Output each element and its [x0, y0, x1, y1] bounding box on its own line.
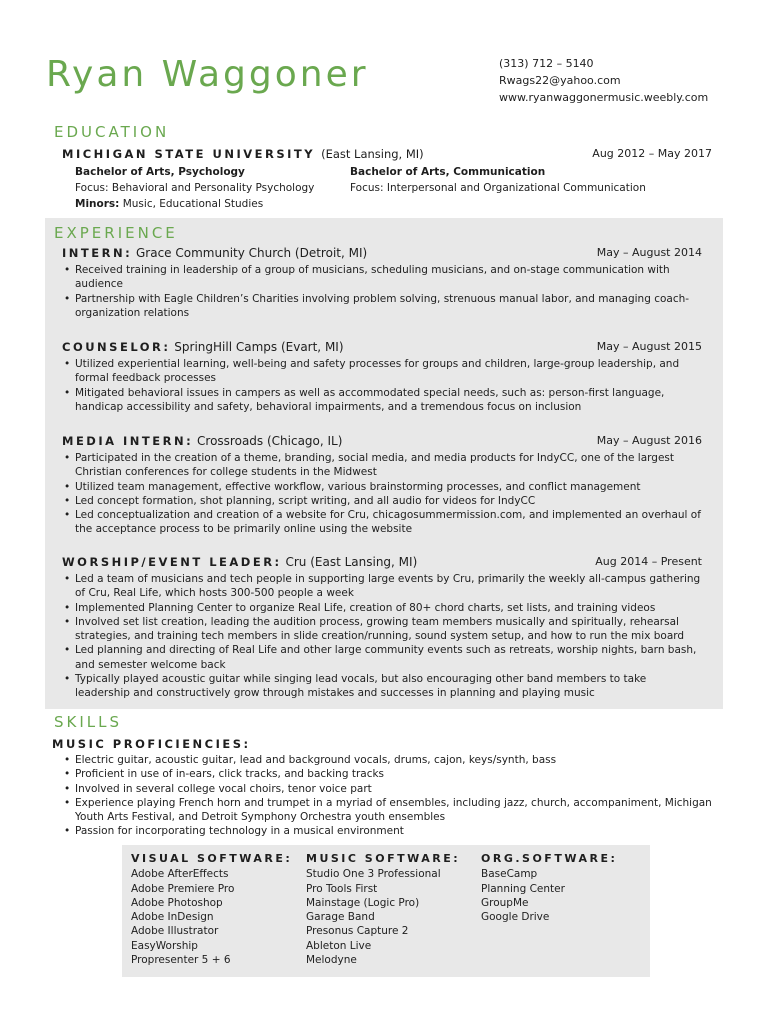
- software-item: BaseCamp: [481, 868, 538, 881]
- bullet-item: • Led concept formation, shot planning, script writing, and all audio for videos for IndyCC: [75, 494, 702, 508]
- skill-item: • Proficient in use of in-ears, click tracks, and backing tracks: [75, 767, 712, 781]
- bullet-item: • Typically played acoustic guitar while singing lead vocals, but also encouraging other band members to take leadership and constructively grow through mistakes and successes in planning and playing music: [75, 672, 702, 701]
- bullet-item: • Implemented Planning Center to organize Real Life, creation of 80+ chord charts, set lists, and training videos: [75, 601, 702, 615]
- software-item: Adobe AfterEffects: [131, 868, 229, 881]
- degree-psychology: [75, 164, 314, 212]
- job-organization: Crossroads (Chicago, IL): [193, 434, 343, 448]
- job-header: [62, 340, 702, 357]
- job-header: [62, 246, 702, 263]
- software-item: Adobe Illustrator: [131, 925, 219, 938]
- visual-software-column: [131, 852, 292, 967]
- job-dates: May – August 2015: [596, 340, 702, 353]
- skill-item: • Experience playing French horn and trumpet in a myriad of ensembles, including jazz, church, accompaniment, Michigan Youth Arts Festival, and Detroit Symphony Orchestra youth ensembles: [75, 796, 712, 825]
- software-item: Adobe Premiere Pro: [131, 882, 235, 895]
- school-location: (East Lansing, MI): [321, 147, 424, 161]
- phone-number: (313) 712 – 5140: [499, 57, 594, 70]
- music-software-column: [306, 852, 460, 967]
- music-proficiencies: [62, 753, 712, 839]
- job-bullets: [62, 572, 702, 701]
- skill-item: • Involved in several college vocal choirs, tenor voice part: [75, 782, 712, 796]
- job-dates: May – August 2016: [596, 434, 702, 447]
- job-bullets: [62, 357, 702, 414]
- contact-block: [499, 55, 708, 106]
- education-dates: Aug 2012 – May 2017: [592, 147, 712, 160]
- job-entry: [62, 434, 702, 537]
- job-dates: Aug 2014 – Present: [595, 555, 702, 568]
- job-organization: Grace Community Church (Detroit, MI): [132, 246, 368, 260]
- bullet-item: • Led conceptualization and creation of a website for Cru, chicagosummermission.com, and implemented an overhaul of the acceptance process to be primarily online using the website: [75, 508, 702, 537]
- website-url: www.ryanwaggonermusic.weebly.com: [499, 91, 709, 104]
- software-item: Google Drive: [481, 911, 550, 924]
- email-address: Rwags22@yahoo.com: [499, 74, 621, 87]
- job-title: MEDIA INTERN:: [62, 434, 194, 448]
- degree-focus: Focus: Interpersonal and Organizational Communication: [350, 182, 646, 194]
- degree-focus: Focus: Behavioral and Personality Psychology: [75, 182, 315, 194]
- job-organization: Cru (East Lansing, MI): [281, 555, 418, 569]
- software-item: GroupMe: [481, 896, 529, 909]
- bullet-item: • Utilized team management, effective workflow, various brainstorming processes, and conflict management: [75, 480, 702, 494]
- software-heading: MUSIC SOFTWARE:: [306, 852, 461, 865]
- software-item: Planning Center: [481, 882, 565, 895]
- job-dates: May – August 2014: [596, 246, 702, 259]
- job-title: INTERN:: [62, 246, 133, 260]
- job-header: [62, 555, 702, 572]
- bullet-item: • Utilized experiential learning, well-being and safety processes for groups and children, large-group leadership, and formal feedback processes: [75, 357, 702, 386]
- bullet-item: • Participated in the creation of a theme, branding, social media, and media products for IndyCC, one of the largest Christian conferences for college students in the Midwest: [75, 451, 702, 480]
- bullet-item: • Mitigated behavioral issues in campers as well as accommodated special needs, such as: person-first language, handicap accessibility and safety, behavioral impairments, and a tremendous focus on inclusion: [75, 386, 702, 415]
- school-name: MICHIGAN STATE UNIVERSITY: [62, 147, 316, 161]
- bullet-item: • Partnership with Eagle Children’s Charities involving problem solving, strenuous manual labor, and managing coach-organization relations: [75, 292, 702, 321]
- education-heading: EDUCATION: [54, 123, 170, 141]
- job-bullets: [62, 451, 702, 537]
- bullet-item: • Received training in leadership of a group of musicians, scheduling musicians, and on-stage communication with audience: [75, 263, 702, 292]
- experience-heading: EXPERIENCE: [54, 224, 178, 242]
- degree-communication: [350, 164, 646, 196]
- skills-heading: SKILLS: [54, 713, 123, 731]
- bullet-item: • Involved set list creation, leading the audition process, growing team members musically and spiritually, rehearsal strategies, and training tech members in slide creation/running, sound system setup, and how to run the mix board: [75, 615, 702, 644]
- software-item: EasyWorship: [131, 939, 198, 952]
- degree-name: Bachelor of Arts, Psychology: [75, 166, 245, 178]
- software-heading: VISUAL SOFTWARE:: [131, 852, 293, 865]
- resume-name: Ryan Waggoner: [46, 54, 369, 95]
- software-heading: ORG.SOFTWARE:: [481, 852, 618, 865]
- software-item: Ableton Live: [306, 939, 372, 952]
- minors-label: Minors:: [75, 198, 120, 210]
- software-item: Studio One 3 Professional: [306, 868, 441, 881]
- org-software-column: [481, 852, 617, 924]
- skill-item: • Electric guitar, acoustic guitar, lead and background vocals, drums, cajon, keys/synth, bass: [75, 753, 712, 767]
- degree-name: Bachelor of Arts, Communication: [350, 166, 546, 178]
- bullet-item: • Led a team of musicians and tech people in supporting large events by Cru, primarily the weekly all-campus gathering of Cru, Real Life, which hosts 300-500 people a week: [75, 572, 702, 601]
- job-title: WORSHIP/EVENT LEADER:: [62, 555, 282, 569]
- software-item: Melodyne: [306, 954, 357, 967]
- software-item: Adobe Photoshop: [131, 896, 223, 909]
- software-item: Pro Tools First: [306, 882, 378, 895]
- job-header: [62, 434, 702, 451]
- music-skill-list: [62, 753, 712, 839]
- music-proficiencies-heading: MUSIC PROFICIENCIES:: [52, 737, 251, 751]
- bullet-item: • Led planning and directing of Real Life and other large community events such as retreats, worship nights, barn bash, and semester welcome back: [75, 643, 702, 672]
- minors-value: Music, Educational Studies: [119, 198, 264, 210]
- job-entry: [62, 555, 702, 701]
- software-item: Propresenter 5 + 6: [131, 954, 231, 967]
- software-item: Adobe InDesign: [131, 911, 214, 924]
- school-row: [62, 147, 712, 161]
- job-organization: SpringHill Camps (Evart, MI): [170, 340, 344, 354]
- job-title: COUNSELOR:: [62, 340, 171, 354]
- software-item: Garage Band: [306, 911, 375, 924]
- software-item: Mainstage (Logic Pro): [306, 896, 420, 909]
- software-item: Presonus Capture 2: [306, 925, 409, 938]
- job-entry: [62, 246, 702, 320]
- skill-item: • Passion for incorporating technology in a musical environment: [75, 824, 712, 838]
- job-bullets: [62, 263, 702, 320]
- job-entry: [62, 340, 702, 414]
